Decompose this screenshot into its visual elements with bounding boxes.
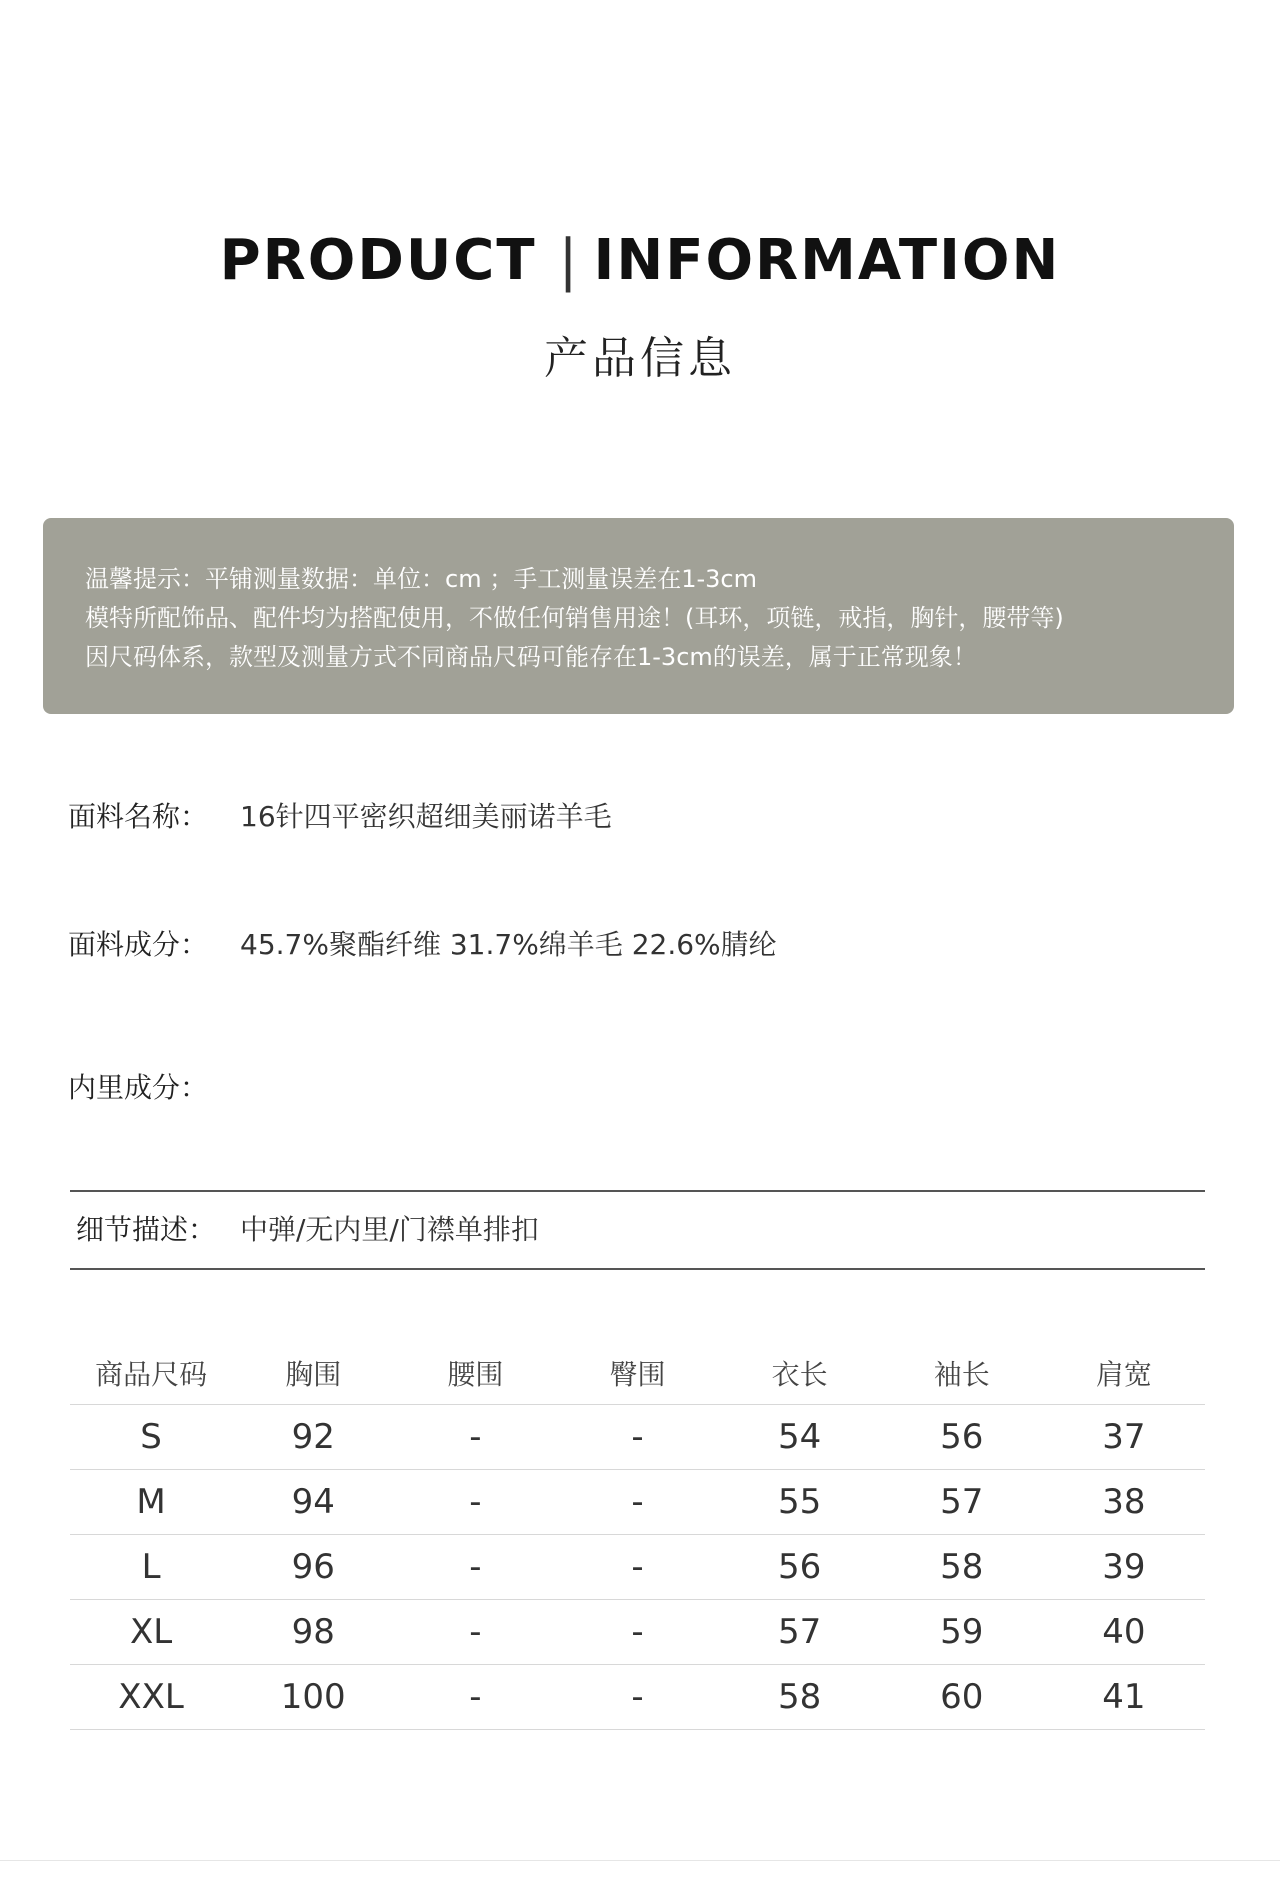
table-row xyxy=(70,1535,1205,1600)
cell-sleeve: 59 xyxy=(881,1600,1043,1665)
lining-composition-row xyxy=(68,1066,240,1106)
cell-shoulder: 37 xyxy=(1043,1405,1205,1470)
notice-line-1: 温馨提示：平铺测量数据：单位：cm ；手工测量误差在1-3cm xyxy=(85,565,757,593)
cell-hip: - xyxy=(556,1470,718,1535)
cell-hip: - xyxy=(556,1535,718,1600)
size-table xyxy=(70,1342,1205,1730)
table-row xyxy=(70,1600,1205,1665)
cell-shoulder: 40 xyxy=(1043,1600,1205,1665)
cell-sleeve: 60 xyxy=(881,1665,1043,1730)
detail-description-label: 细节描述： xyxy=(76,1213,217,1246)
header-length: 衣长 xyxy=(719,1342,881,1405)
size-notice-box xyxy=(43,518,1234,714)
cell-waist: - xyxy=(394,1665,556,1730)
table-row xyxy=(70,1665,1205,1730)
lining-composition-label: 内里成分： xyxy=(68,1071,209,1104)
cell-chest: 96 xyxy=(232,1535,394,1600)
cell-length: 57 xyxy=(719,1600,881,1665)
cell-waist: - xyxy=(394,1535,556,1600)
cell-length: 58 xyxy=(719,1665,881,1730)
title-english xyxy=(0,228,1280,293)
cell-length: 54 xyxy=(719,1405,881,1470)
fabric-composition-row xyxy=(68,923,777,963)
title-separator: | xyxy=(558,228,580,293)
detail-bottom-divider xyxy=(70,1268,1205,1270)
cell-sleeve: 57 xyxy=(881,1470,1043,1535)
page-bottom-divider xyxy=(0,1860,1280,1861)
header-chest: 胸围 xyxy=(232,1342,394,1405)
cell-chest: 94 xyxy=(232,1470,394,1535)
cell-sleeve: 56 xyxy=(881,1405,1043,1470)
cell-size: L xyxy=(70,1535,232,1600)
header-waist: 腰围 xyxy=(394,1342,556,1405)
table-row xyxy=(70,1470,1205,1535)
detail-description-row xyxy=(76,1208,539,1248)
notice-line-3: 因尺码体系，款型及测量方式不同商品尺码可能存在1-3cm的误差，属于正常现象！ xyxy=(85,643,977,671)
detail-description-value: 中弹/无内里/门襟单排扣 xyxy=(240,1213,539,1246)
cell-waist: - xyxy=(394,1470,556,1535)
cell-waist: - xyxy=(394,1405,556,1470)
fabric-name-label: 面料名称： xyxy=(68,800,209,833)
fabric-name-row xyxy=(68,795,612,835)
header-size: 商品尺码 xyxy=(70,1342,232,1405)
cell-waist: - xyxy=(394,1600,556,1665)
title-information: INFORMATION xyxy=(593,228,1061,293)
table-row xyxy=(70,1405,1205,1470)
fabric-composition-label: 面料成分： xyxy=(68,928,209,961)
detail-top-divider xyxy=(70,1190,1205,1192)
title-chinese: 产品信息 xyxy=(544,333,736,384)
header-sleeve: 袖长 xyxy=(881,1342,1043,1405)
cell-shoulder: 41 xyxy=(1043,1665,1205,1730)
cell-shoulder: 39 xyxy=(1043,1535,1205,1600)
fabric-name-value: 16针四平密织超细美丽诺羊毛 xyxy=(240,800,612,833)
cell-size: M xyxy=(70,1470,232,1535)
notice-line-2: 模特所配饰品、配件均为搭配使用，不做任何销售用途！(耳环，项链，戒指，胸针，腰带等) xyxy=(85,604,1064,632)
cell-shoulder: 38 xyxy=(1043,1470,1205,1535)
header-shoulder: 肩宽 xyxy=(1043,1342,1205,1405)
title-product: PRODUCT xyxy=(219,228,537,293)
cell-hip: - xyxy=(556,1600,718,1665)
size-table-header xyxy=(70,1342,1205,1405)
cell-chest: 98 xyxy=(232,1600,394,1665)
cell-hip: - xyxy=(556,1665,718,1730)
fabric-composition-value: 45.7%聚酯纤维 31.7%绵羊毛 22.6%腈纶 xyxy=(240,928,777,961)
cell-size: S xyxy=(70,1405,232,1470)
cell-sleeve: 58 xyxy=(881,1535,1043,1600)
cell-chest: 100 xyxy=(232,1665,394,1730)
cell-hip: - xyxy=(556,1405,718,1470)
cell-length: 56 xyxy=(719,1535,881,1600)
cell-length: 55 xyxy=(719,1470,881,1535)
cell-chest: 92 xyxy=(232,1405,394,1470)
cell-size: XL xyxy=(70,1600,232,1665)
cell-size: XXL xyxy=(70,1665,232,1730)
header-hip: 臀围 xyxy=(556,1342,718,1405)
